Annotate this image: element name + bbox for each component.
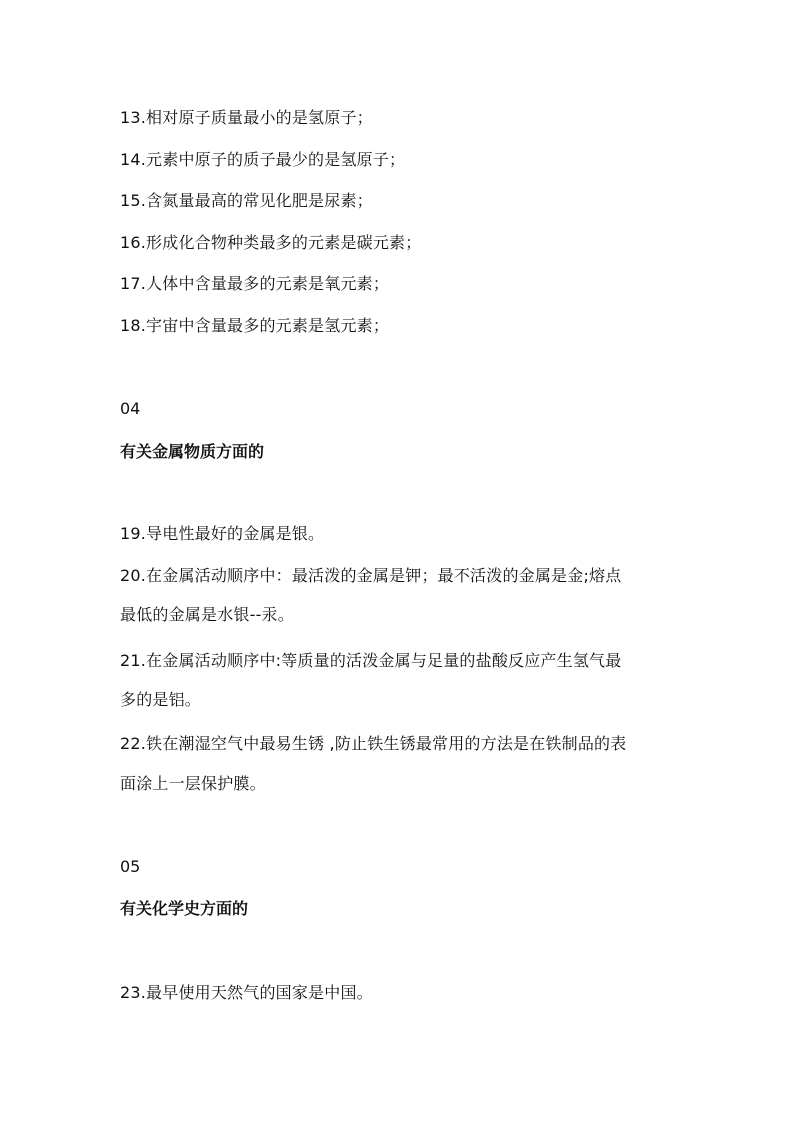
section-number: 04 [120, 399, 141, 418]
list-item: 17.人体中含量最多的元素是氧元素； [120, 274, 390, 293]
list-item: 16.形成化合物种类最多的元素是碳元素； [120, 233, 422, 252]
section-title: 有关金属物质方面的 [120, 442, 265, 461]
section-title: 有关化学史方面的 [120, 899, 249, 918]
list-item: 15.含氮量最高的常见化肥是尿素； [120, 191, 373, 210]
list-item: 23.最早使用天然气的国家是中国。 [120, 983, 373, 1002]
list-item: 面涂上一层保护膜。 [120, 774, 266, 793]
list-item: 18.宇宙中含量最多的元素是氢元素； [120, 316, 390, 335]
list-item: 多的是铝。 [120, 690, 202, 709]
list-item: 20.在金属活动顺序中：最活泼的金属是钾；最不活泼的金属是金;熔点 [120, 566, 622, 585]
section-number: 05 [120, 857, 141, 876]
list-item: 14.元素中原子的质子最少的是氢原子； [120, 150, 406, 169]
list-item: 13.相对原子质量最小的是氢原子； [120, 108, 373, 127]
list-item: 21.在金属活动顺序中:等质量的活泼金属与足量的盐酸反应产生氢气最 [120, 651, 622, 670]
list-item: 19.导电性最好的金属是银。 [120, 524, 325, 543]
list-item: 22.铁在潮湿空气中最易生锈 ,防止铁生锈最常用的方法是在铁制品的表 [120, 734, 627, 753]
list-item: 最低的金属是水银--汞。 [120, 605, 294, 624]
